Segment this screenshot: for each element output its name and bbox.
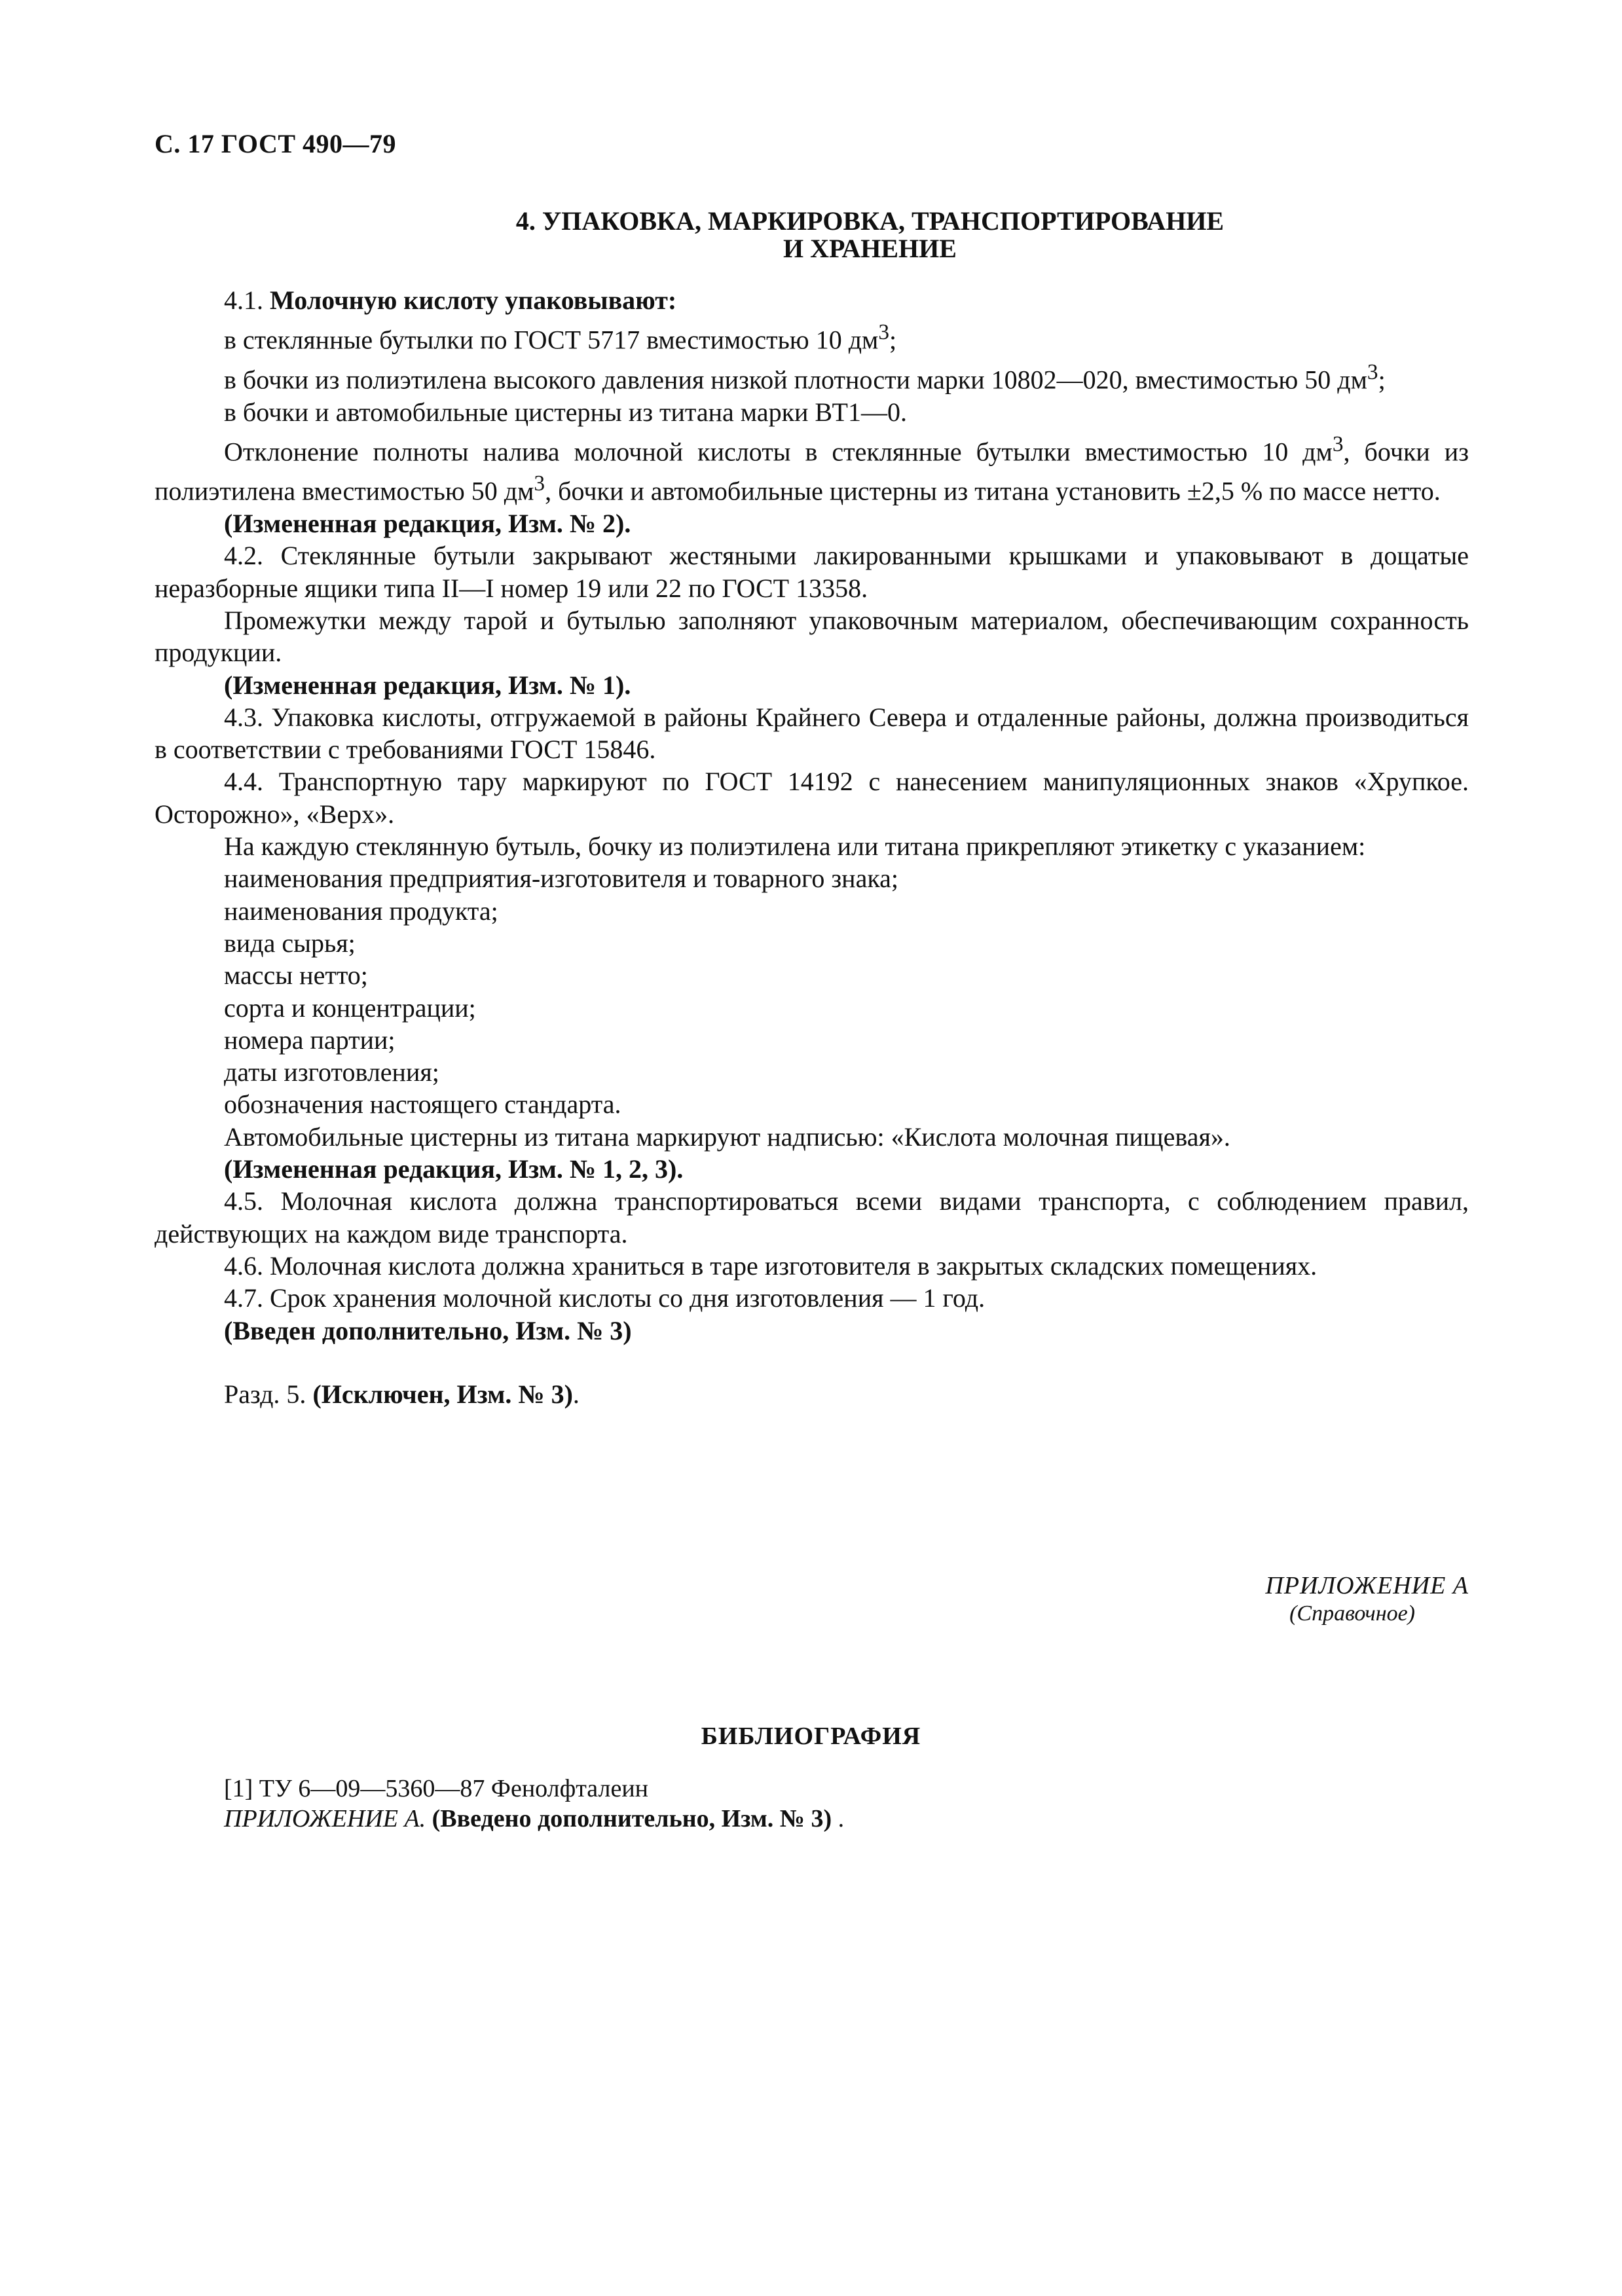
clause-4-1-item-barrels xyxy=(155,356,1469,396)
punctuation: ; xyxy=(1378,365,1386,395)
clause-4-1 xyxy=(155,284,1469,316)
text-part: , бочки и автомобильные цистерны из титана установить ±2,5 % по массе нетто. xyxy=(545,476,1441,506)
clause-4-1-tolerance xyxy=(155,428,1469,507)
item-text: в бочки из полиэтилена высокого давления низкой плотности марки 10802—020, вместимостью 50 дм xyxy=(224,365,1367,395)
clause-4-4-labels: На каждую стеклянную бутыль, бочку из полиэтилена или титана прикрепляют этикетку с указанием: xyxy=(224,831,1366,862)
clause-4-1-item-bottles xyxy=(155,316,1469,356)
note-italic: ПРИЛОЖЕНИЕ А. xyxy=(224,1805,426,1832)
clause-4-7: 4.7. Срок хранения молочной кислоты со дня изготовления — 1 год. xyxy=(224,1283,986,1313)
label-item: наименования продукта; xyxy=(224,896,498,926)
clause-4-4-tanks: Автомобильные цистерны из титана маркируют надписью: «Кислота молочная пищевая». xyxy=(224,1121,1230,1152)
appendix-subtitle: (Справочное) xyxy=(1289,1601,1415,1626)
clause-4-2: 4.2. Стеклянные бутыли закрывают жестяными лакированными крышками и упаковывают в дощатые неразборные ящики типа II—I номер 19 или 22 по ГОСТ 13358. xyxy=(155,541,1469,603)
bibliography-entry: [1] ТУ 6—09—5360—87 Фенолфталеин xyxy=(224,1775,649,1802)
clause-heading: Молочную кислоту упаковывают: xyxy=(270,285,677,315)
page-header: С. 17 ГОСТ 490—79 xyxy=(155,129,397,158)
label-item: массы нетто; xyxy=(224,960,368,991)
note-prefix: Разд. 5. xyxy=(224,1379,306,1409)
label-item: обозначения настоящего стандарта. xyxy=(224,1089,621,1120)
punctuation: ; xyxy=(889,325,897,355)
text-part: Отклонение полноты налива молочной кислоты в стеклянные бутылки вместимостью 10 дм xyxy=(224,437,1333,467)
amendment-note: (Измененная редакция, Изм. № 1). xyxy=(224,670,631,700)
clause-4-4: 4.4. Транспортную тару маркируют по ГОСТ 14192 с нанесением манипуляционных знаков «Хрупкое. Осторожно», «Верх». xyxy=(155,767,1469,829)
bibliography-title: БИБЛИОГРАФИЯ xyxy=(701,1722,921,1750)
text-part: , бочки из полиэтилена вместимостью 50 дм xyxy=(155,437,1469,506)
note-suffix: . xyxy=(572,1379,580,1409)
section-title-continued: И ХРАНЕНИЕ xyxy=(783,234,957,263)
note-bold: (Введено дополнительно, Изм. № 3) xyxy=(432,1805,832,1832)
section-5-note xyxy=(155,1378,1469,1410)
item-text: в стеклянные бутылки по ГОСТ 5717 вместимостью 10 дм xyxy=(224,325,879,355)
label-item: номера партии; xyxy=(224,1025,396,1055)
label-item: наименования предприятия-изготовителя и товарного знака; xyxy=(224,864,899,894)
label-item: даты изготовления; xyxy=(224,1057,439,1087)
superscript: 3 xyxy=(878,320,890,345)
label-item: вида сырья; xyxy=(224,928,356,958)
clause-4-5: 4.5. Молочная кислота должна транспортироваться всеми видами транспорта, с соблюдением правил, действующих на каждом виде транспорта. xyxy=(155,1186,1469,1248)
clause-4-2-gaps: Промежутки между тарой и бутылью заполняют упаковочным материалом, обеспечивающим сохранность продукции. xyxy=(155,605,1469,668)
appendix-note xyxy=(224,1804,844,1833)
clause-4-6: 4.6. Молочная кислота должна храниться в таре изготовителя в закрытых складских помещениях. xyxy=(224,1250,1318,1281)
note-suffix: . xyxy=(832,1805,845,1832)
amendment-note: (Измененная редакция, Изм. № 1, 2, 3). xyxy=(224,1154,684,1184)
amendment-note: (Измененная редакция, Изм. № 2). xyxy=(224,509,631,539)
note-bold: (Исключен, Изм. № 3) xyxy=(312,1379,573,1409)
superscript: 3 xyxy=(534,471,545,496)
label-item: сорта и концентрации; xyxy=(224,993,476,1023)
section-title: 4. УПАКОВКА, МАРКИРОВКА, ТРАНСПОРТИРОВАНИЕ xyxy=(515,206,1225,236)
superscript: 3 xyxy=(1367,359,1378,384)
clause-4-3: 4.3. Упаковка кислоты, отгружаемой в районы Крайнего Севера и отдаленные районы, должна производиться в соответствии с требованиями ГОСТ 15846. xyxy=(155,702,1469,765)
appendix-title: ПРИЛОЖЕНИЕ А xyxy=(1265,1572,1469,1599)
superscript: 3 xyxy=(1332,431,1344,456)
clause-4-1-item-tanks: в бочки и автомобильные цистерны из титана марки ВТ1—0. xyxy=(224,397,907,427)
section-body xyxy=(155,284,1469,1410)
addition-note: (Введен дополнительно, Изм. № 3) xyxy=(224,1315,632,1345)
clause-number: 4.1. xyxy=(224,285,263,315)
